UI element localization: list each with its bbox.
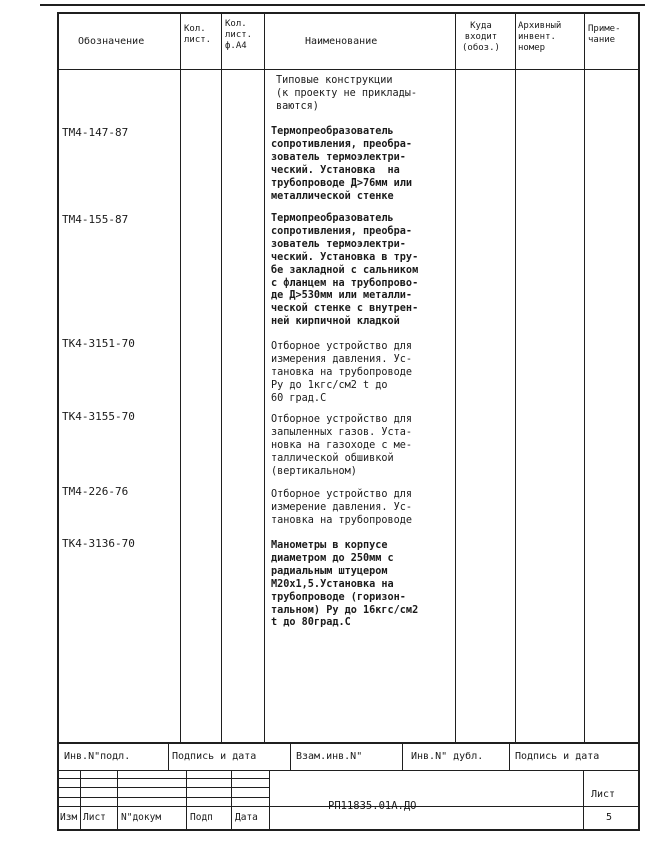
row-name: Термопреобразователь сопротивления, преобра- зователь термоэлектри- ческий. Установка в тру- бе закладной с сальником с фланцем на трубопрово- де Д>530мм или металли- ческой стенке с внутрен- ней кирпичной кладкой — [271, 213, 419, 328]
row-name: Отборное устройство для измерение давления. Ус- тановка на трубопроводе — [271, 489, 413, 526]
title-date: Дата — [235, 812, 258, 823]
header-where-used: Куда входит (обоз.) — [462, 21, 500, 53]
header-designation: Обозначение — [78, 36, 145, 47]
row-name: Термопреобразователь сопротивления, преобра- зователь термоэлектри- ческий. Установка на трубопроводе Д>76мм или металлической стенке — [271, 126, 413, 202]
title-change: Изм — [60, 812, 78, 823]
footer-sign-date-1: Подпись и дата — [172, 751, 257, 762]
title-sheet-col: Лист — [83, 812, 106, 823]
row-designation: ТМ4-155-87 — [62, 213, 129, 226]
row-designation: ТК4-3151-70 — [62, 337, 135, 350]
footer-inv-original: Инв.N"подл. — [64, 751, 131, 762]
row-name: Отборное устройство для запыленных газов. Уста- новка на газоходе с ме- таллической обшивкой (вертикальном) — [271, 414, 413, 477]
sheet-label: Лист — [591, 789, 616, 800]
row-name: Манометры в корпусе диаметром до 250мм с радиальным штуцером М20х1,5.Установка на трубопроводе (горизон- тальном) Ру до 16кгс/см2 t до 80град.С — [271, 540, 419, 629]
header-archive-no: Архивный инвент. номер — [518, 21, 562, 53]
title-doc-no: N"докум — [121, 812, 162, 823]
header-name: Наименование — [305, 36, 378, 47]
intro-text: Типовые конструкции (к проекту не приклады- ваются) — [276, 75, 418, 112]
header-qty-format: Кол. лист. ф.А4 — [225, 19, 253, 51]
row-name: Отборное устройство для измерения давления. Ус- тановка на трубопроводе Ру до 1кгс/см2 t до 60 град.С — [271, 341, 413, 404]
row-designation: ТК4-3155-70 — [62, 410, 135, 423]
document-code: РП11835.01А.ДО — [328, 800, 417, 812]
footer-replace-inv: Взам.инв.N" — [296, 751, 363, 762]
header-notes: Приме- чание — [588, 24, 621, 45]
title-sign: Подп — [190, 812, 213, 823]
footer-inv-duplicate: Инв.N" дубл. — [411, 751, 484, 762]
header-qty-sheets: Кол. лист. — [184, 24, 212, 45]
row-designation: ТМ4-226-76 — [62, 485, 129, 498]
row-designation: ТК4-3136-70 — [62, 537, 135, 550]
row-designation: ТМ4-147-87 — [62, 126, 129, 139]
footer-sign-date-2: Подпись и дата — [515, 751, 600, 762]
sheet-number: 5 — [606, 812, 613, 823]
